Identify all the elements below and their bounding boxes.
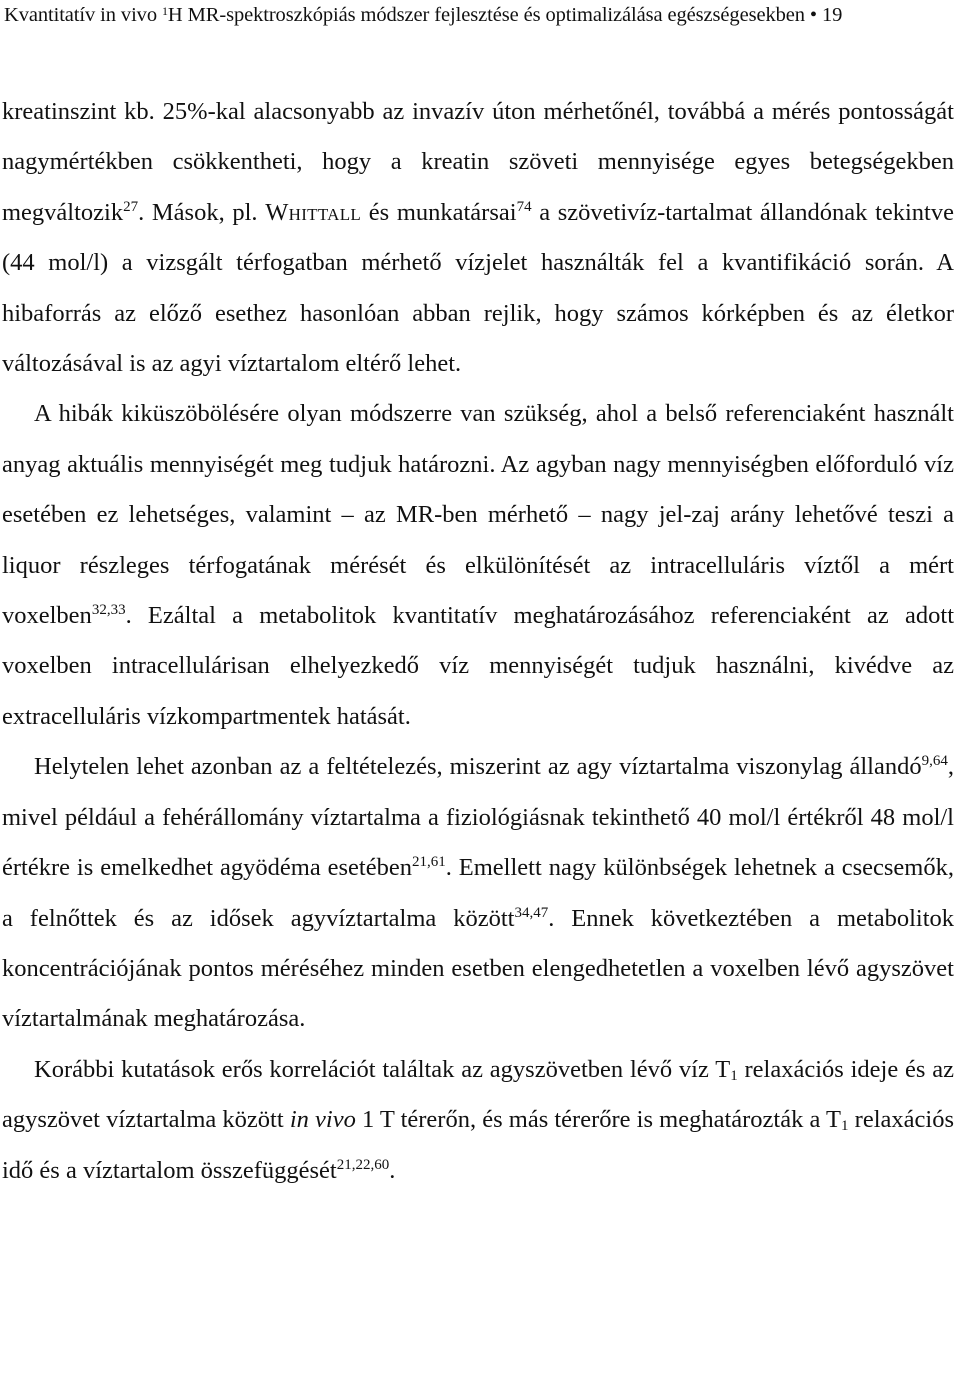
paragraph-4-text-3: 1 T térerőn, és más térerőre is meghatározták a T	[355, 1106, 842, 1134]
subscript: 1	[841, 1118, 849, 1135]
citation-ref: 9,64	[921, 753, 948, 770]
paragraph-4-text-2: relaxációs ideje és az agyszövet víztartalma között	[2, 1055, 955, 1134]
paragraph-3-text-4: . Ennek következtében a metabolitok koncentrációjának pontos méréséhez minden esetben elengedhetetlen a voxelben lévő agyszövet víztartalmának meghatározása.	[2, 904, 954, 1033]
paragraph-2-text-1: A hibák kiküszöbölésére olyan módszerre van szükség, ahol a belső referenciaként használt anyag aktuális mennyiségét meg tudjuk határozni. Az agyban nagy mennyiségben előforduló víz esetében ez lehetséges, valamint – az MR-ben mérhető – nagy jel-zaj arány lehetővé teszi a liquor részleges térfogatának mérését és elkülönítését az intracelluláris víztől a mért voxelben	[2, 400, 954, 630]
paragraph-4	[2, 1045, 954, 1196]
paragraph-1	[2, 87, 954, 389]
body-text	[2, 87, 954, 1196]
paragraph-2-text-2: . Ezáltal a metabolitok kvantitatív meghatározásához referenciaként az adott voxelben intracellulárisan elhelyezkedő víz mennyiségét tudjuk használni, kivédve az extracelluláris vízkompartmentek hatását.	[2, 602, 954, 730]
citation-ref: 32,33	[91, 602, 126, 619]
paragraph-4-text-4: relaxációs idő és a víztartalom összefüggését	[2, 1106, 954, 1184]
citation-ref: 27	[123, 198, 139, 215]
paragraph-1-text-3: és munkatársai	[361, 198, 517, 226]
paragraph-4-text-1: Korábbi kutatások erős korrelációt találtak az agyszövetben lévő víz T	[34, 1055, 731, 1083]
paragraph-2	[2, 389, 954, 742]
paragraph-3-text-1: Helytelen lehet azonban az a feltételezés, miszerint az agy víztartalma viszonylag állandó	[34, 753, 922, 781]
citation-ref: 34,47	[514, 904, 549, 921]
header-title-part2: H MR-spektroszkópiás módszer fejlesztése és optimalizálása egészségesekben • 19	[167, 4, 843, 26]
citation-ref: 74	[516, 198, 532, 215]
italic-term: in vivo	[289, 1106, 356, 1134]
subscript: 1	[730, 1067, 738, 1084]
citation-ref: 21,61	[411, 854, 446, 871]
paragraph-1-text-4: a szövetivíz-tartalmat állandónak tekintve (44 mol/l) a vizsgált térfogatban mérhető vízjelet használták fel a kvantifikáció során. A hibaforrás az előző esethez hasonlóan abban rejlik, hogy számos kórképben és az életkor változásával is az agyi víztartalom eltérő lehet.	[2, 198, 954, 378]
paragraph-1-text-2: . Mások, pl.	[138, 198, 266, 226]
running-header	[4, 3, 952, 27]
header-title-superscript: 1	[162, 4, 168, 18]
author-name: Whittall	[265, 198, 362, 226]
paragraph-4-text-5: .	[389, 1156, 396, 1184]
header-title-part1: Kvantitatív in vivo	[4, 4, 162, 26]
paragraph-3-text-2: , mivel például a fehérállomány víztartalma a fiziológiásnak tekinthető 40 mol/l értékről 48 mol/l értékre is emelkedhet agyödéma esetében	[2, 753, 954, 882]
paragraph-3-text-3: . Emellett nagy különbségek lehetnek a csecsemők, a felnőttek és az idősek agyvíztartalma között	[2, 854, 954, 932]
paragraph-3	[2, 742, 954, 1044]
paragraph-1-text-1: kreatinszint kb. 25%-kal alacsonyabb az invazív úton mérhetőnél, továbbá a mérés pontosságát nagymértékben csökkentheti, hogy a kreatin szöveti mennyisége egyes betegségekben megváltozik	[2, 98, 954, 226]
citation-ref: 21,22,60	[336, 1156, 390, 1173]
